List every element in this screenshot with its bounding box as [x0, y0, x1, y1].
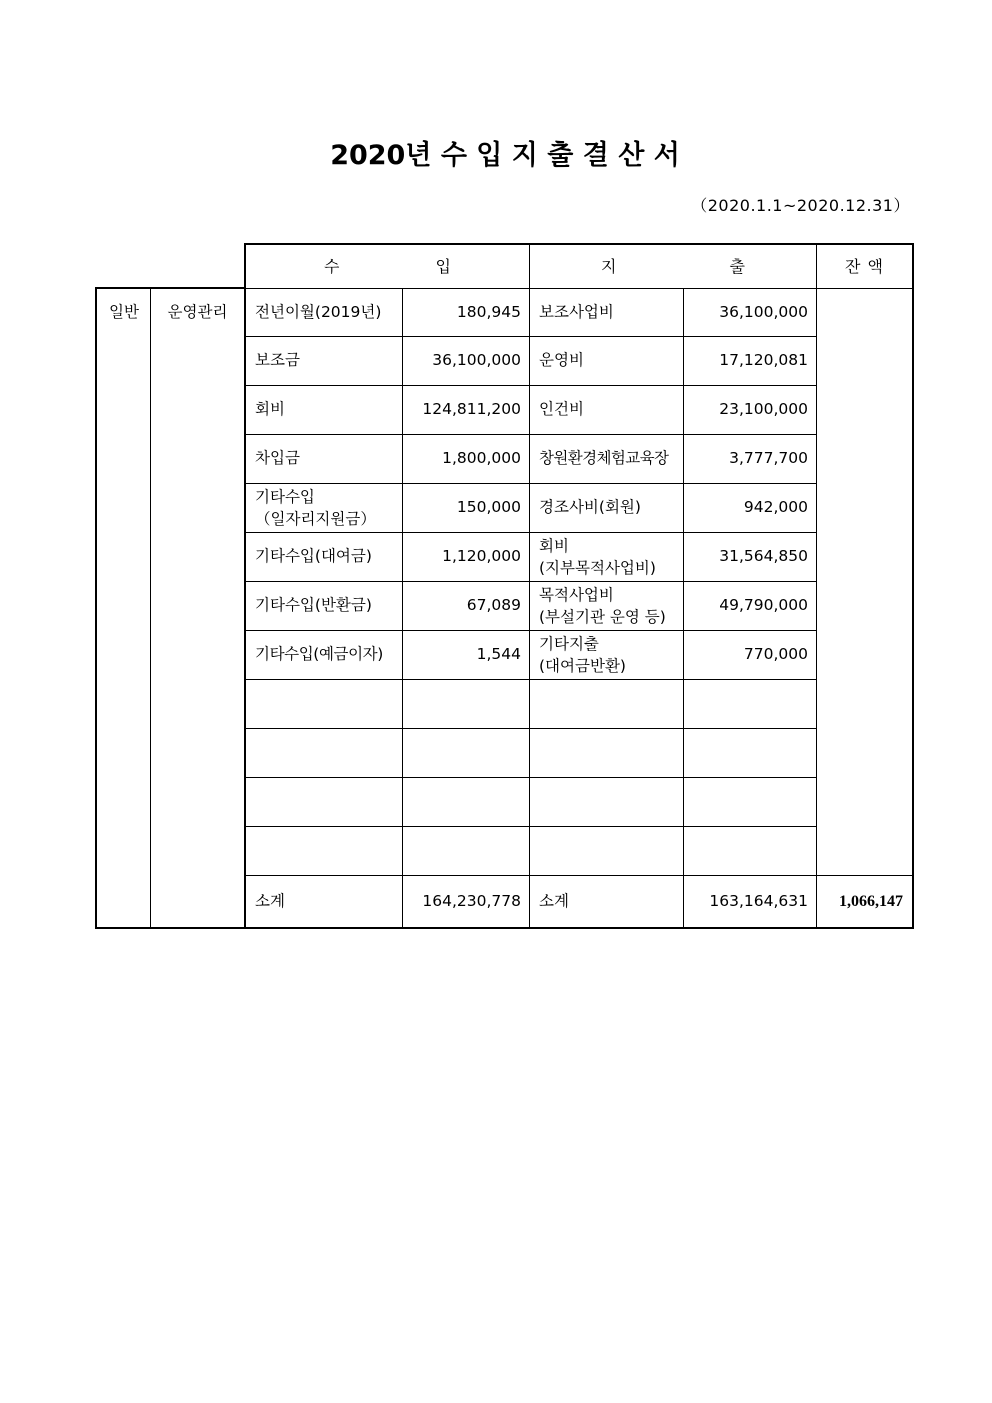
income-header-char-1: 수 — [324, 257, 341, 276]
balance-column — [816, 288, 914, 876]
balance-header: 잔 액 — [816, 243, 914, 289]
income-header-char-2: 입 — [435, 257, 452, 276]
income-item-amount: 180,945 — [402, 288, 530, 337]
empty-cell — [683, 826, 817, 876]
expense-subtotal: 163,164,631 — [683, 875, 817, 929]
income-subtotal-label: 소계 — [244, 875, 403, 929]
expense-header — [529, 243, 817, 289]
expense-item-amount: 49,790,000 — [683, 581, 817, 631]
page-title: 2020년 수 입 지 출 결 산 서 — [330, 140, 680, 171]
empty-cell — [683, 777, 817, 827]
income-subtotal: 164,230,778 — [402, 875, 530, 929]
expense-item-amount: 942,000 — [683, 483, 817, 533]
expense-item-label: 회비 (지부목적사업비) — [529, 532, 684, 582]
income-item-label: 차입금 — [244, 434, 403, 484]
empty-cell — [244, 679, 403, 729]
expense-header-char-2: 출 — [729, 257, 746, 276]
income-item-label: 기타수입(반환금) — [244, 581, 403, 631]
income-header — [244, 243, 530, 289]
expense-item-amount: 17,120,081 — [683, 336, 817, 386]
category-name: 운영관리 — [150, 287, 244, 929]
empty-cell — [529, 826, 684, 876]
income-item-amount: 124,811,200 — [402, 385, 530, 435]
expense-item-amount: 3,777,700 — [683, 434, 817, 484]
income-item-label: 전년이월(2019년) — [244, 288, 403, 337]
expense-item-label: 운영비 — [529, 336, 684, 386]
empty-cell — [244, 728, 403, 778]
empty-cell — [683, 679, 817, 729]
empty-cell — [683, 728, 817, 778]
expense-item-amount: 770,000 — [683, 630, 817, 680]
empty-cell — [402, 826, 530, 876]
balance-total: 1,066,147 — [816, 875, 914, 929]
expense-item-label: 목적사업비 (부설기관 운영 등) — [529, 581, 684, 631]
income-item-label: 회비 — [244, 385, 403, 435]
empty-cell — [244, 826, 403, 876]
empty-cell — [402, 679, 530, 729]
expense-item-amount: 36,100,000 — [683, 288, 817, 337]
empty-cell — [529, 728, 684, 778]
income-item-label: 기타수입(예금이자) — [244, 630, 403, 680]
income-item-amount: 1,544 — [402, 630, 530, 680]
empty-cell — [529, 679, 684, 729]
expense-item-amount: 23,100,000 — [683, 385, 817, 435]
empty-cell — [529, 777, 684, 827]
expense-header-char-1: 지 — [601, 257, 618, 276]
income-item-amount: 36,100,000 — [402, 336, 530, 386]
empty-cell — [402, 777, 530, 827]
income-item-label: 기타수입 （일자리지원금） — [244, 483, 403, 533]
empty-cell — [402, 728, 530, 778]
report-period: （2020.1.1~2020.12.31） — [691, 196, 910, 215]
settlement-table — [95, 243, 914, 929]
expense-item-label: 인건비 — [529, 385, 684, 435]
income-item-label: 보조금 — [244, 336, 403, 386]
expense-item-label: 기타지출 (대여금반환) — [529, 630, 684, 680]
expense-item-label: 경조사비(회원) — [529, 483, 684, 533]
income-item-amount: 1,800,000 — [402, 434, 530, 484]
expense-item-amount: 31,564,850 — [683, 532, 817, 582]
expense-subtotal-label: 소계 — [529, 875, 684, 929]
empty-cell — [244, 777, 403, 827]
income-item-amount: 1,120,000 — [402, 532, 530, 582]
income-item-label: 기타수입(대여금) — [244, 532, 403, 582]
expense-item-label: 창원환경체험교육장 — [529, 434, 684, 484]
income-item-amount: 150,000 — [402, 483, 530, 533]
income-item-amount: 67,089 — [402, 581, 530, 631]
expense-item-label: 보조사업비 — [529, 288, 684, 337]
category-type: 일반 — [95, 287, 151, 929]
